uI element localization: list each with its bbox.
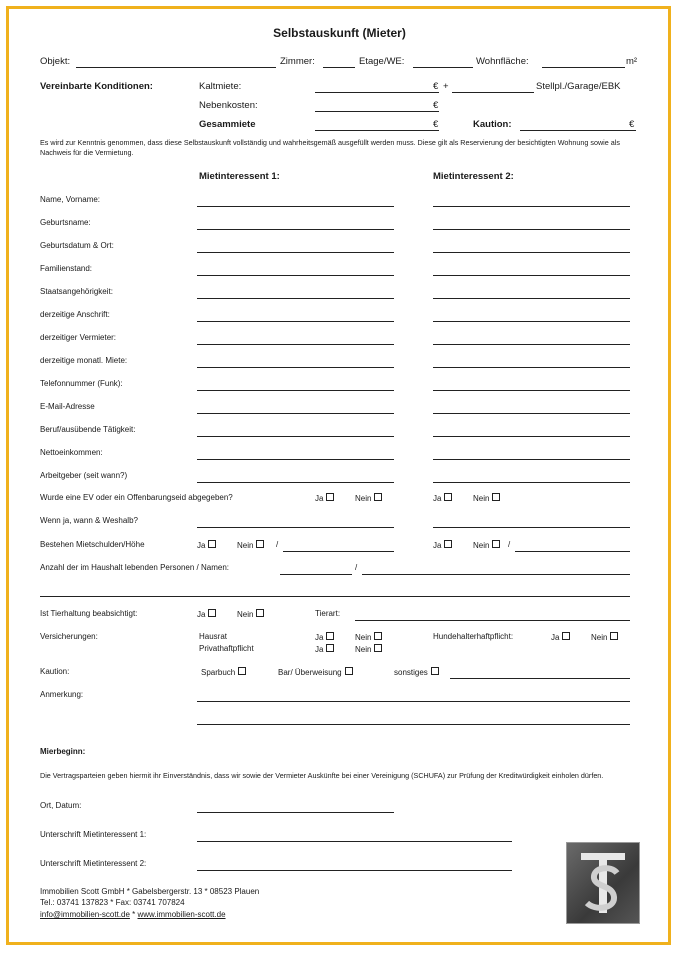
- objekt-field[interactable]: [76, 67, 276, 68]
- tier-yes[interactable]: [197, 609, 216, 619]
- tierart-label: Tierart:: [315, 609, 341, 618]
- applicant-1-field[interactable]: [197, 344, 394, 345]
- wenn-ja-field-1[interactable]: [197, 527, 394, 528]
- checkbox[interactable]: [492, 540, 500, 548]
- applicant-2-field[interactable]: [433, 459, 630, 460]
- currency-gesamt: €: [433, 119, 439, 130]
- unterschrift-1-field[interactable]: [197, 841, 512, 842]
- unterschrift-2-field[interactable]: [197, 870, 512, 871]
- applicant-1-field[interactable]: [197, 321, 394, 322]
- sonstiges-field[interactable]: [450, 678, 630, 679]
- mietschulden-no-1[interactable]: [237, 540, 264, 550]
- applicant-2-field[interactable]: [433, 367, 630, 368]
- kaution-label: Kaution:: [473, 119, 512, 130]
- field-label: Staatsangehörigkeit:: [40, 287, 113, 296]
- field-label: Geburtsdatum & Ort:: [40, 241, 114, 250]
- applicant-1-field[interactable]: [197, 367, 394, 368]
- mietschulden-no-2[interactable]: [473, 540, 500, 550]
- hausrat-no[interactable]: [355, 632, 382, 642]
- unit-m2: m²: [626, 56, 638, 67]
- privat-yes[interactable]: [315, 644, 334, 654]
- anmerkung-field-1[interactable]: [197, 701, 630, 702]
- field-label: Arbeitgeber (seit wann?): [40, 471, 128, 480]
- footer-phone: Tel.: 03741 137823 * Fax: 03741 707824: [40, 898, 185, 907]
- applicant-1-field[interactable]: [197, 252, 394, 253]
- email-link[interactable]: info@immobilien-scott.de: [40, 910, 130, 919]
- applicant-1-field[interactable]: [197, 459, 394, 460]
- gesamtmiete-field[interactable]: [315, 130, 439, 131]
- privathaftpflicht-label: Privathaftpflicht: [199, 644, 254, 653]
- applicant-1-field[interactable]: [197, 206, 394, 207]
- mietschulden-amount-2[interactable]: [515, 551, 630, 552]
- versicherungen-label: Versicherungen:: [40, 632, 98, 641]
- applicant-1-field[interactable]: [197, 413, 394, 414]
- ev-no-1[interactable]: [355, 493, 382, 503]
- checkbox[interactable]: [492, 493, 500, 501]
- yes-label: Ja: [551, 633, 560, 642]
- field-label: Geburtsname:: [40, 218, 91, 227]
- field-label: Name, Vorname:: [40, 195, 101, 204]
- applicant-2-field[interactable]: [433, 321, 630, 322]
- mietbeginn-label: Mierbeginn:: [40, 747, 86, 756]
- slash-1: /: [276, 540, 279, 549]
- mietschulden-amount-1[interactable]: [283, 551, 394, 552]
- currency-kalt: €: [433, 81, 439, 92]
- checkbox[interactable]: [431, 667, 439, 675]
- consent-text: Die Vertragsparteien geben hiermit ihr Einverständnis, dass wir sowie der Vermieter Auskünfte bei einer Vereinigung (SCHUFA) zur Prüfung der Kreditwürdigkeit einholen dürfen.: [40, 771, 604, 780]
- checkbox[interactable]: [238, 667, 246, 675]
- yes-label: Ja: [315, 645, 324, 654]
- sonstiges-label: sonstiges: [394, 668, 428, 677]
- mietschulden-label: Bestehen Mietschulden/Höhe: [40, 540, 145, 549]
- field-label: Telefonnummer (Funk):: [40, 379, 123, 388]
- applicant-2-field[interactable]: [433, 229, 630, 230]
- ev-yes-1[interactable]: [315, 493, 334, 503]
- zimmer-field[interactable]: [323, 67, 355, 68]
- field-label: derzeitiger Vermieter:: [40, 333, 117, 342]
- mietschulden-yes-2[interactable]: [433, 540, 452, 550]
- ts-monogram-icon: [567, 843, 639, 923]
- applicant-1-field[interactable]: [197, 275, 394, 276]
- anmerkung-field-2[interactable]: [197, 724, 630, 725]
- applicant-2-field[interactable]: [433, 482, 630, 483]
- plus-sign: +: [443, 81, 449, 92]
- kaltmiete-label: Kaltmiete:: [199, 81, 242, 92]
- no-label: Nein: [355, 645, 372, 654]
- field-label: derzeitige Anschrift:: [40, 310, 110, 319]
- no-label: Nein: [355, 633, 372, 642]
- gesamtmiete-label: Gesammiete: [199, 119, 256, 130]
- checkbox[interactable]: [345, 667, 353, 675]
- checkbox[interactable]: [256, 609, 264, 617]
- ev-yes-2-label: Ja: [433, 494, 442, 503]
- unterschrift-1-label: Unterschrift Mietinteressent 1:: [40, 830, 147, 839]
- applicant-2-field[interactable]: [433, 413, 630, 414]
- no-label: Nein: [591, 633, 608, 642]
- wenn-ja-field-2[interactable]: [433, 527, 630, 528]
- yes-label: Ja: [315, 633, 324, 642]
- applicant-1-field[interactable]: [197, 390, 394, 391]
- unterschrift-2-label: Unterschrift Mietinteressent 2:: [40, 859, 147, 868]
- kaution-field[interactable]: [520, 130, 636, 131]
- hausrat-label: Hausrat: [199, 632, 228, 641]
- ev-yes-2[interactable]: [433, 493, 452, 503]
- sparbuch-label: Sparbuch: [201, 668, 236, 677]
- checkbox[interactable]: [326, 644, 334, 652]
- field-label: Familienstand:: [40, 264, 93, 273]
- hund-yes[interactable]: [551, 632, 570, 642]
- ev-no-2-label: Nein: [473, 494, 490, 503]
- footer-links: [40, 910, 226, 919]
- company-logo: [566, 842, 640, 924]
- tier-no[interactable]: [237, 609, 264, 619]
- kaution-row-label: Kaution:: [40, 667, 70, 676]
- ev-question: Wurde eine EV oder ein Offenbarungseid abgegeben?: [40, 493, 233, 502]
- applicant-2-field[interactable]: [433, 275, 630, 276]
- checkbox[interactable]: [374, 632, 382, 640]
- field-label: E-Mail-Adresse: [40, 402, 95, 411]
- checkbox[interactable]: [444, 540, 452, 548]
- bar-label: Bar/ Überweisung: [278, 668, 342, 677]
- footer-separator: *: [129, 910, 138, 919]
- checkbox[interactable]: [208, 540, 216, 548]
- no-label: Nein: [237, 541, 254, 550]
- website-link[interactable]: www.immobilien-scott.de: [137, 910, 226, 919]
- applicant-2-field[interactable]: [433, 206, 630, 207]
- ort-datum-label: Ort, Datum:: [40, 801, 82, 810]
- no-label: Nein: [473, 541, 490, 550]
- etage-label: Etage/WE:: [359, 56, 405, 67]
- ev-yes-1-label: Ja: [315, 494, 324, 503]
- ort-datum-field[interactable]: [197, 812, 394, 813]
- column-header-2: Mietinteressent 2:: [433, 171, 514, 182]
- yes-label: Ja: [197, 541, 206, 550]
- kaution-sonstiges[interactable]: [394, 667, 439, 677]
- applicant-2-field[interactable]: [433, 252, 630, 253]
- intro-text: Es wird zur Kenntnis genommen, dass diese Selbstauskunft vollständig und wahrheitsgemäß ausgefüllt werden muss. Diese gilt als Reservierung der besichtigten Wohnung sowie als Nachweis für die Vermietung.: [40, 138, 620, 157]
- checkbox[interactable]: [562, 632, 570, 640]
- field-label: Nettoeinkommen:: [40, 448, 103, 457]
- applicant-2-field[interactable]: [433, 344, 630, 345]
- checkbox[interactable]: [326, 493, 334, 501]
- applicant-2-field[interactable]: [433, 390, 630, 391]
- objekt-label: Objekt:: [40, 56, 71, 67]
- hund-no[interactable]: [591, 632, 618, 642]
- kaution-bar[interactable]: [278, 667, 353, 677]
- checkbox[interactable]: [208, 609, 216, 617]
- haushalt-slash: /: [355, 563, 358, 572]
- applicant-1-field[interactable]: [197, 482, 394, 483]
- column-header-1: Mietinteressent 1:: [199, 171, 280, 182]
- haushalt-names-field-2[interactable]: [40, 596, 630, 597]
- applicant-2-field[interactable]: [433, 298, 630, 299]
- checkbox[interactable]: [374, 644, 382, 652]
- hausrat-yes[interactable]: [315, 632, 334, 642]
- kaltmiete-field[interactable]: [315, 92, 439, 93]
- wohnflaeche-field[interactable]: [542, 67, 625, 68]
- etage-field[interactable]: [413, 67, 473, 68]
- checkbox[interactable]: [374, 493, 382, 501]
- yes-label: Ja: [197, 610, 206, 619]
- zimmer-label: Zimmer:: [280, 56, 315, 67]
- nebenkosten-field[interactable]: [315, 111, 439, 112]
- wenn-ja-label: Wenn ja, wann & Weshalb?: [40, 516, 138, 525]
- yes-label: Ja: [433, 541, 442, 550]
- checkbox[interactable]: [610, 632, 618, 640]
- currency-neben: €: [433, 100, 439, 111]
- field-label: derzeitige monatl. Miete:: [40, 356, 128, 365]
- kaution-sparbuch[interactable]: [201, 667, 246, 677]
- checkbox[interactable]: [444, 493, 452, 501]
- applicant-1-field[interactable]: [197, 436, 394, 437]
- wohnflaeche-label: Wohnfläche:: [476, 56, 529, 67]
- stellplatz-field[interactable]: [452, 92, 534, 93]
- conditions-heading: Vereinbarte Konditionen:: [40, 81, 153, 92]
- privat-no[interactable]: [355, 644, 382, 654]
- page-title: Selbstauskunft (Mieter): [273, 26, 406, 40]
- anmerkung-label: Anmerkung:: [40, 690, 84, 699]
- footer-company: Immobilien Scott GmbH * Gabelsbergerstr. 13 * 08523 Plauen: [40, 887, 260, 896]
- hundehalter-label: Hundehalterhaftpflicht:: [433, 632, 514, 641]
- currency-kaution: €: [629, 119, 635, 130]
- tierart-field[interactable]: [355, 620, 630, 621]
- applicant-1-field[interactable]: [197, 298, 394, 299]
- applicant-2-field[interactable]: [433, 436, 630, 437]
- applicant-1-field[interactable]: [197, 229, 394, 230]
- checkbox[interactable]: [256, 540, 264, 548]
- stellplatz-label: Stellpl./Garage/EBK: [536, 81, 621, 92]
- checkbox[interactable]: [326, 632, 334, 640]
- no-label: Nein: [237, 610, 254, 619]
- tierhaltung-label: Ist Tierhaltung beabsichtigt:: [40, 609, 138, 618]
- haushalt-count-field[interactable]: [280, 574, 352, 575]
- field-label: Beruf/ausübende Tätigkeit:: [40, 425, 136, 434]
- ev-no-2[interactable]: [473, 493, 500, 503]
- ev-no-1-label: Nein: [355, 494, 372, 503]
- haushalt-names-field[interactable]: [362, 574, 630, 575]
- slash-2: /: [508, 540, 511, 549]
- mietschulden-yes-1[interactable]: [197, 540, 216, 550]
- nebenkosten-label: Nebenkosten:: [199, 100, 258, 111]
- haushalt-label: Anzahl der im Haushalt lebenden Personen / Namen:: [40, 563, 229, 572]
